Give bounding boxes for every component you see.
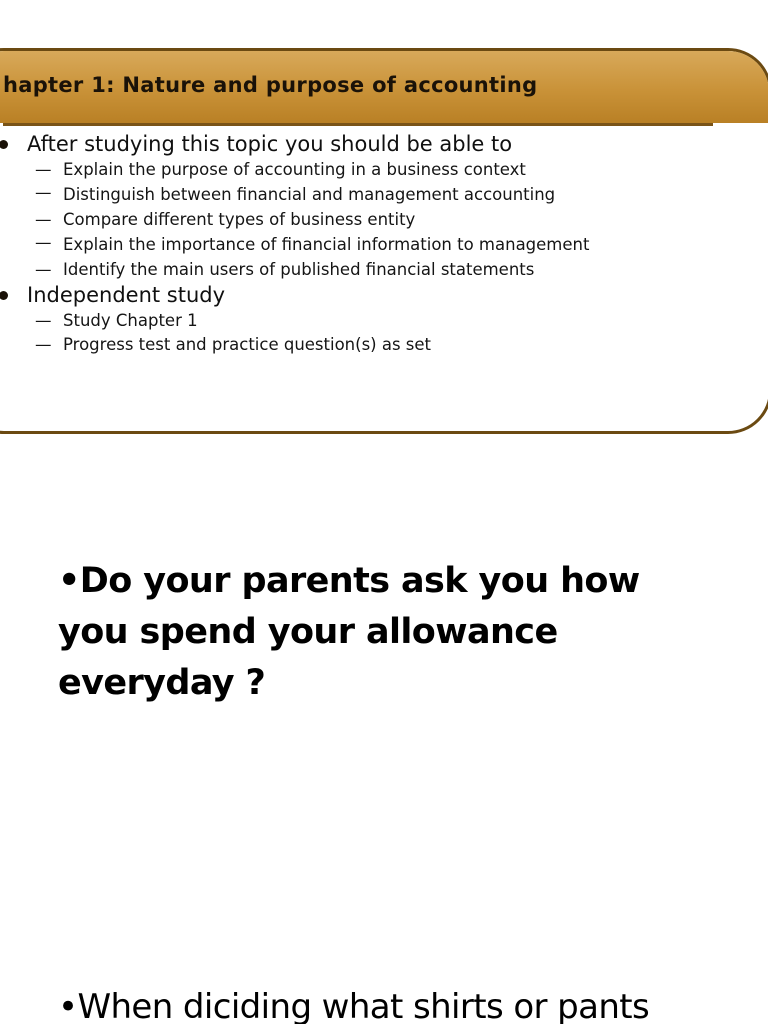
dash-marker: — — [35, 160, 52, 179]
bullet-objectives-text: After studying this topic you should be able to — [27, 132, 513, 156]
slide-title: hapter 1: Nature and purpose of accounting — [3, 73, 538, 97]
list-item — [3, 333, 763, 357]
bullet-independent-study — [3, 282, 763, 309]
list-item-text: Identify the main users of published financial statements — [63, 260, 535, 279]
bottom-bullet-text: When diciding what shirts or pants — [77, 987, 650, 1024]
bullet-dot-icon: • — [58, 987, 78, 1024]
list-item — [3, 158, 763, 182]
chapter-slide-image — [0, 48, 768, 434]
list-item-text: Study Chapter 1 — [63, 311, 198, 330]
bullet-independent-study-text: Independent study — [27, 283, 226, 307]
slide-body — [3, 131, 763, 357]
slide-header-bar — [0, 51, 768, 123]
list-item-text: Compare different types of business entity — [63, 210, 416, 229]
dash-marker: — — [35, 311, 52, 330]
list-item — [3, 208, 763, 232]
objectives-list — [3, 158, 763, 282]
bottom-bullet — [58, 982, 768, 1024]
dash-marker: — — [35, 233, 52, 252]
dash-marker: — — [35, 183, 52, 202]
list-item — [3, 182, 763, 208]
dash-marker: — — [35, 335, 52, 354]
header-divider — [3, 123, 713, 126]
question-text: Do your parents ask you how you spend your allowance everyday ? — [58, 561, 640, 703]
list-item — [3, 309, 763, 333]
dash-marker: — — [35, 260, 52, 279]
bullet-dot-icon — [0, 140, 8, 149]
dash-marker: — — [35, 210, 52, 229]
list-item-text: Explain the importance of financial information to management — [63, 235, 590, 254]
list-item — [3, 258, 763, 282]
list-item — [3, 232, 763, 258]
list-item-text: Explain the purpose of accounting in a business context — [63, 160, 526, 179]
bullet-objectives — [3, 131, 763, 158]
list-item-text: Progress test and practice question(s) as set — [63, 335, 432, 354]
bullet-dot-icon — [0, 291, 8, 300]
bullet-dot-icon: • — [58, 561, 80, 601]
study-list — [3, 309, 763, 357]
list-item-text: Distinguish between financial and management accounting — [63, 185, 556, 204]
question-bullet — [58, 556, 718, 709]
